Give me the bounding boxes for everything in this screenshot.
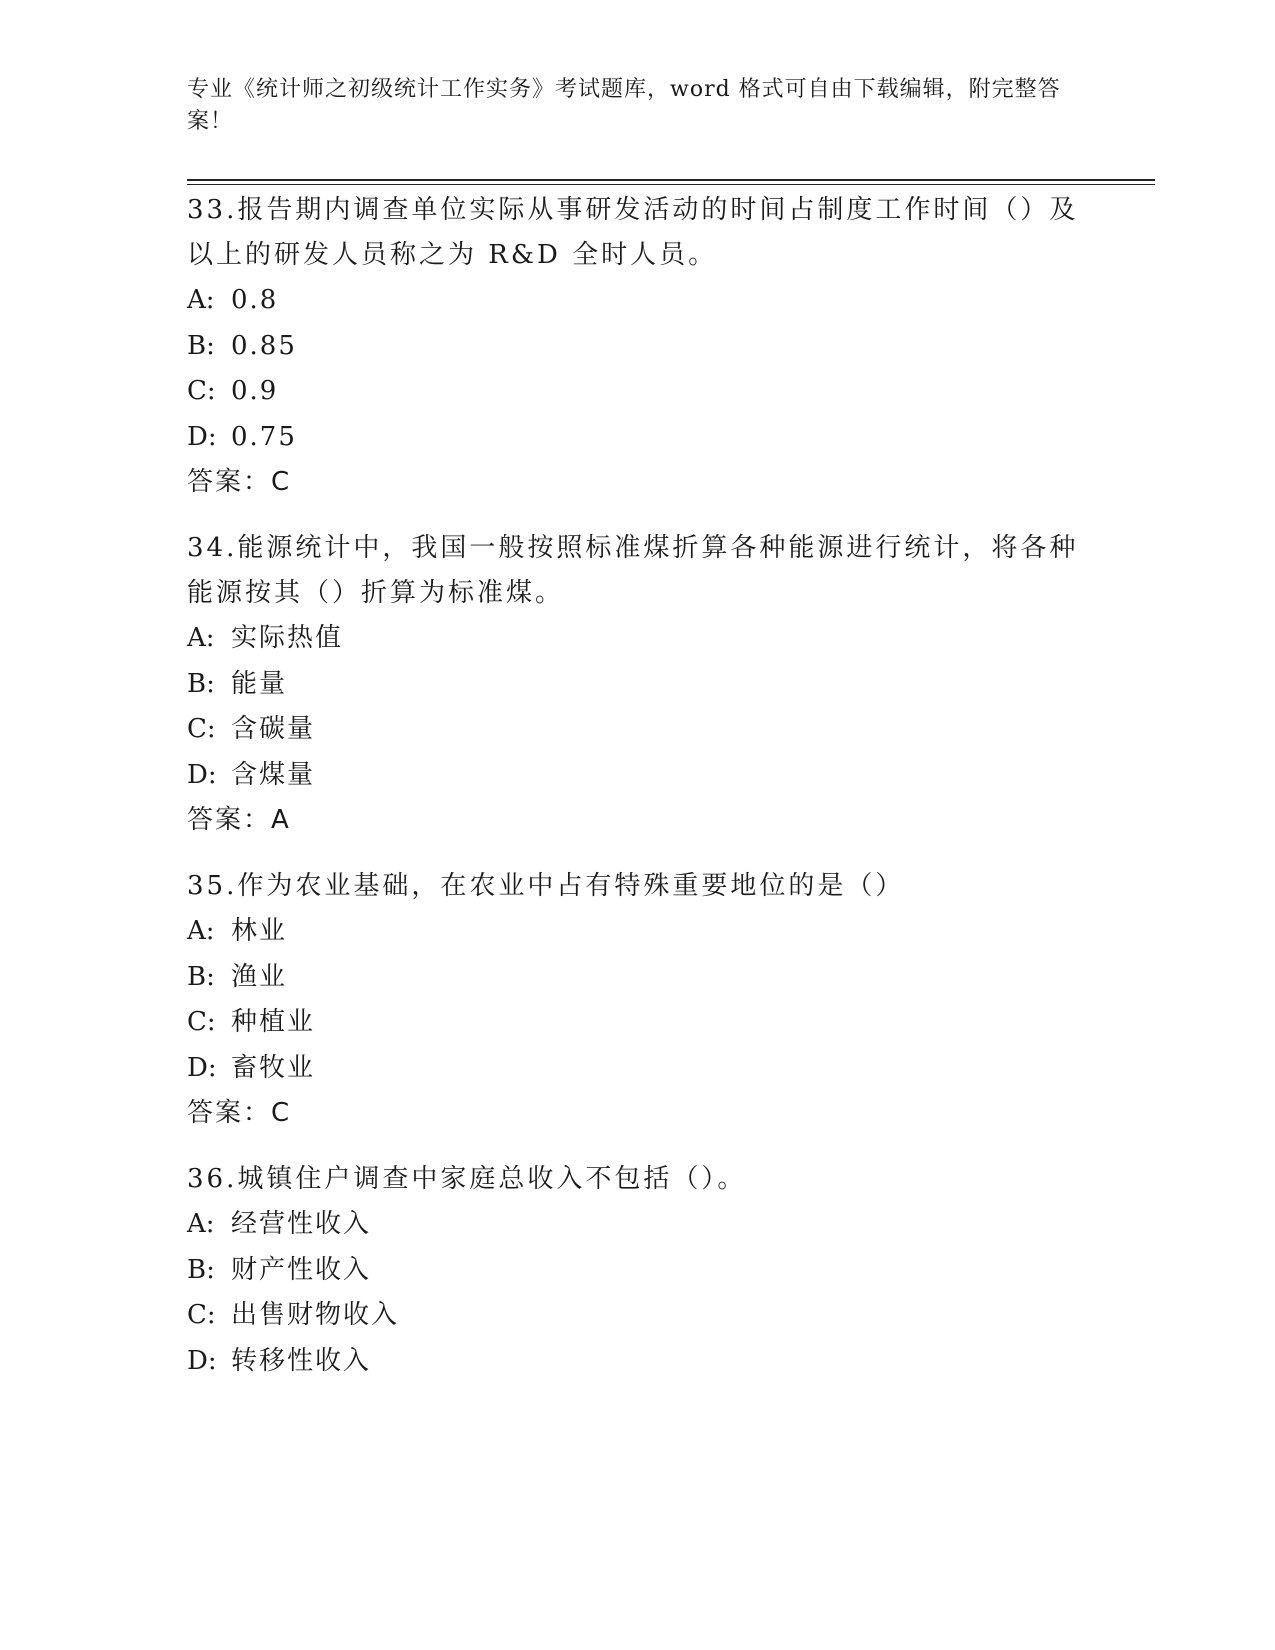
option-label: D: (187, 421, 217, 452)
option-a (187, 278, 1087, 324)
question-36 (187, 1157, 1087, 1384)
option-label: B: (187, 668, 215, 699)
option-c (187, 707, 1087, 753)
option-d (187, 1046, 1087, 1092)
option-d (187, 753, 1087, 799)
option-text: 林业 (231, 916, 288, 946)
document-header: 专业《统计师之初级统计工作实务》考试题库，word 格式可自由下载编辑，附完整答案！ (187, 77, 1061, 134)
option-b (187, 324, 1087, 370)
option-label: C: (187, 1300, 216, 1330)
answer: 答案：A (187, 805, 291, 835)
option-text: 0.9 (231, 376, 279, 406)
question-34 (187, 526, 1087, 843)
option-label: C: (187, 1007, 216, 1037)
option-text: 畜牧业 (231, 1052, 316, 1083)
option-text: 出售财物收入 (231, 1300, 400, 1330)
question-list (187, 188, 1087, 1405)
option-c (187, 1000, 1087, 1046)
option-text: 种植业 (231, 1007, 316, 1037)
option-label: A: (187, 623, 215, 653)
option-b (187, 1248, 1087, 1294)
option-text: 渔业 (231, 961, 288, 992)
option-label: C: (187, 376, 216, 406)
option-a (187, 616, 1087, 662)
option-label: D: (187, 759, 217, 790)
question-stem: 33.报告期内调查单位实际从事研发活动的时间占制度工作时间（）及以上的研发人员称之为 R&D 全时人员。 (187, 195, 1079, 270)
option-label: A: (187, 285, 215, 315)
option-text: 转移性收入 (231, 1345, 372, 1376)
option-text: 含煤量 (231, 759, 316, 790)
option-text: 实际热值 (231, 623, 344, 653)
option-label: D: (187, 1052, 217, 1083)
option-label: A: (187, 1209, 215, 1239)
option-a (187, 1202, 1087, 1248)
answer: 答案：C (187, 467, 292, 497)
option-b (187, 955, 1087, 1001)
option-label: B: (187, 330, 215, 361)
option-text: 含碳量 (231, 714, 316, 744)
option-text: 0.8 (231, 285, 279, 315)
option-text: 0.85 (231, 330, 297, 361)
option-text: 财产性收入 (231, 1254, 372, 1285)
answer: 答案：C (187, 1098, 292, 1128)
option-c (187, 1293, 1087, 1339)
option-b (187, 662, 1087, 708)
question-stem: 34.能源统计中，我国一般按照标准煤折算各种能源进行统计，将各种能源按其（）折算为标准煤。 (187, 533, 1079, 608)
option-text: 经营性收入 (231, 1209, 372, 1239)
question-35 (187, 864, 1087, 1136)
header-divider-thin (187, 184, 1155, 185)
question-stem: 35.作为农业基础，在农业中占有特殊重要地位的是（） (187, 871, 905, 901)
option-d (187, 1339, 1087, 1385)
option-d (187, 415, 1087, 461)
option-label: A: (187, 916, 215, 946)
option-label: B: (187, 1254, 215, 1285)
header-divider-thick (187, 179, 1155, 181)
option-c (187, 369, 1087, 415)
option-a (187, 909, 1087, 955)
option-label: C: (187, 714, 216, 744)
option-text: 能量 (231, 668, 288, 699)
option-label: D: (187, 1345, 217, 1376)
option-text: 0.75 (231, 421, 297, 452)
option-label: B: (187, 961, 215, 992)
question-stem: 36.城镇住户调查中家庭总收入不包括（）。 (187, 1164, 747, 1194)
question-33 (187, 188, 1087, 505)
